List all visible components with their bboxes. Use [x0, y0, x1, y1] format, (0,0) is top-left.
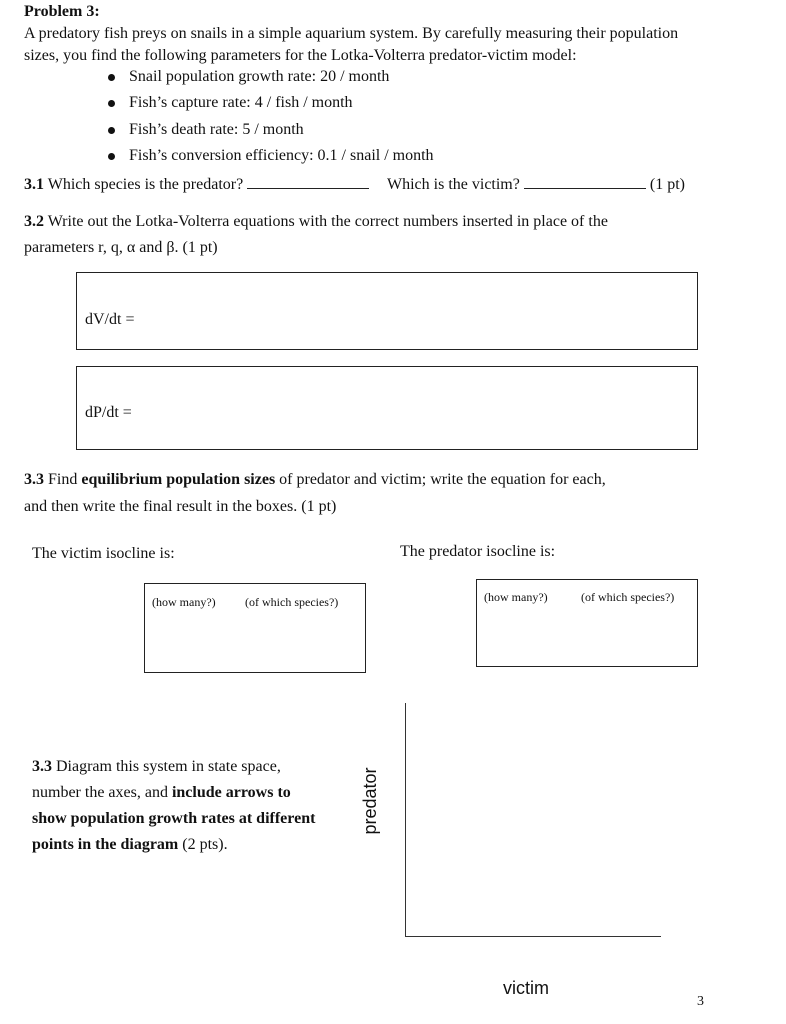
question-number: 3.3 — [24, 471, 44, 488]
question-3-3-line-1 — [24, 470, 606, 490]
question-3-1 — [24, 174, 369, 195]
diagram-instruction-line-2 — [32, 783, 291, 803]
parameter-item: Fish’s conversion efficiency: 0.1 / snail / month — [129, 147, 434, 164]
victim-answer-blank[interactable] — [524, 174, 646, 189]
bullet-icon — [108, 153, 115, 160]
dpdt-answer-box[interactable] — [76, 366, 698, 450]
predator-isocline-label: The predator isocline is: — [400, 543, 556, 560]
y-axis-label: predator — [360, 767, 380, 835]
x-axis-label: victim — [503, 978, 549, 998]
victim-isocline-box[interactable] — [144, 583, 366, 673]
question-text: Write out the Lotka-Volterra equations with the correct numbers inserted in place of the — [47, 213, 608, 230]
how-many-hint: (how many?) — [484, 590, 548, 604]
victim-prompt: Which is the victim? — [387, 176, 520, 193]
question-text-a: Find — [48, 471, 82, 488]
question-3-3-line-2: and then write the final result in the boxes. (1 pt) — [24, 498, 337, 515]
instruction-text-bold: include arrows to — [171, 784, 291, 801]
question-text-b: of predator and victim; write the equation for each, — [275, 471, 606, 488]
parameter-item: Snail population growth rate: 20 / month — [129, 68, 390, 85]
victim-question — [387, 174, 685, 195]
parameter-item: Fish’s capture rate: 4 / fish / month — [129, 94, 353, 111]
instruction-text: (2 pts). — [178, 836, 228, 853]
intro-line-1: A predatory fish preys on snails in a simple aquarium system. By carefully measuring their population — [24, 25, 679, 42]
bullet-icon — [108, 127, 115, 134]
predator-prompt: Which species is the predator? — [47, 176, 244, 193]
instruction-text-bold: points in the diagram — [32, 836, 179, 853]
y-axis — [405, 703, 406, 937]
bullet-icon — [108, 100, 115, 107]
predator-isocline-box[interactable] — [476, 579, 698, 667]
instruction-text: Diagram this system in state space, — [56, 758, 281, 775]
question-3-2-line-2: parameters r, q, α and β. (1 pt) — [24, 239, 218, 256]
points-label: (1 pt) — [649, 176, 685, 193]
which-species-hint: (of which species?) — [245, 595, 339, 609]
question-number: 3.1 — [24, 176, 44, 193]
diagram-instruction-line-4 — [32, 835, 228, 855]
how-many-hint: (how many?) — [152, 595, 216, 609]
predator-answer-blank[interactable] — [247, 174, 369, 189]
question-3-2-line-1 — [24, 212, 608, 232]
diagram-instruction-line-1 — [32, 757, 281, 777]
problem-title: Problem 3: — [24, 3, 100, 20]
x-axis — [405, 936, 661, 937]
bullet-icon — [108, 74, 115, 81]
page-number: 3 — [697, 994, 704, 1009]
question-number: 3.2 — [24, 213, 44, 230]
instruction-text: number the axes, and — [32, 784, 172, 801]
dpdt-label: dP/dt = — [85, 404, 132, 421]
intro-line-2: sizes, you find the following parameters for the Lotka-Volterra predator-victim model: — [24, 47, 577, 64]
victim-isocline-label: The victim isocline is: — [32, 545, 175, 562]
question-text-bold: equilibrium population sizes — [81, 471, 276, 488]
dvdt-answer-box[interactable] — [76, 272, 698, 350]
diagram-instruction-line-3: show population growth rates at different — [32, 810, 316, 827]
question-number: 3.3 — [32, 758, 52, 775]
which-species-hint: (of which species?) — [581, 590, 675, 604]
dvdt-label: dV/dt = — [85, 311, 135, 328]
parameter-item: Fish’s death rate: 5 / month — [129, 121, 304, 138]
